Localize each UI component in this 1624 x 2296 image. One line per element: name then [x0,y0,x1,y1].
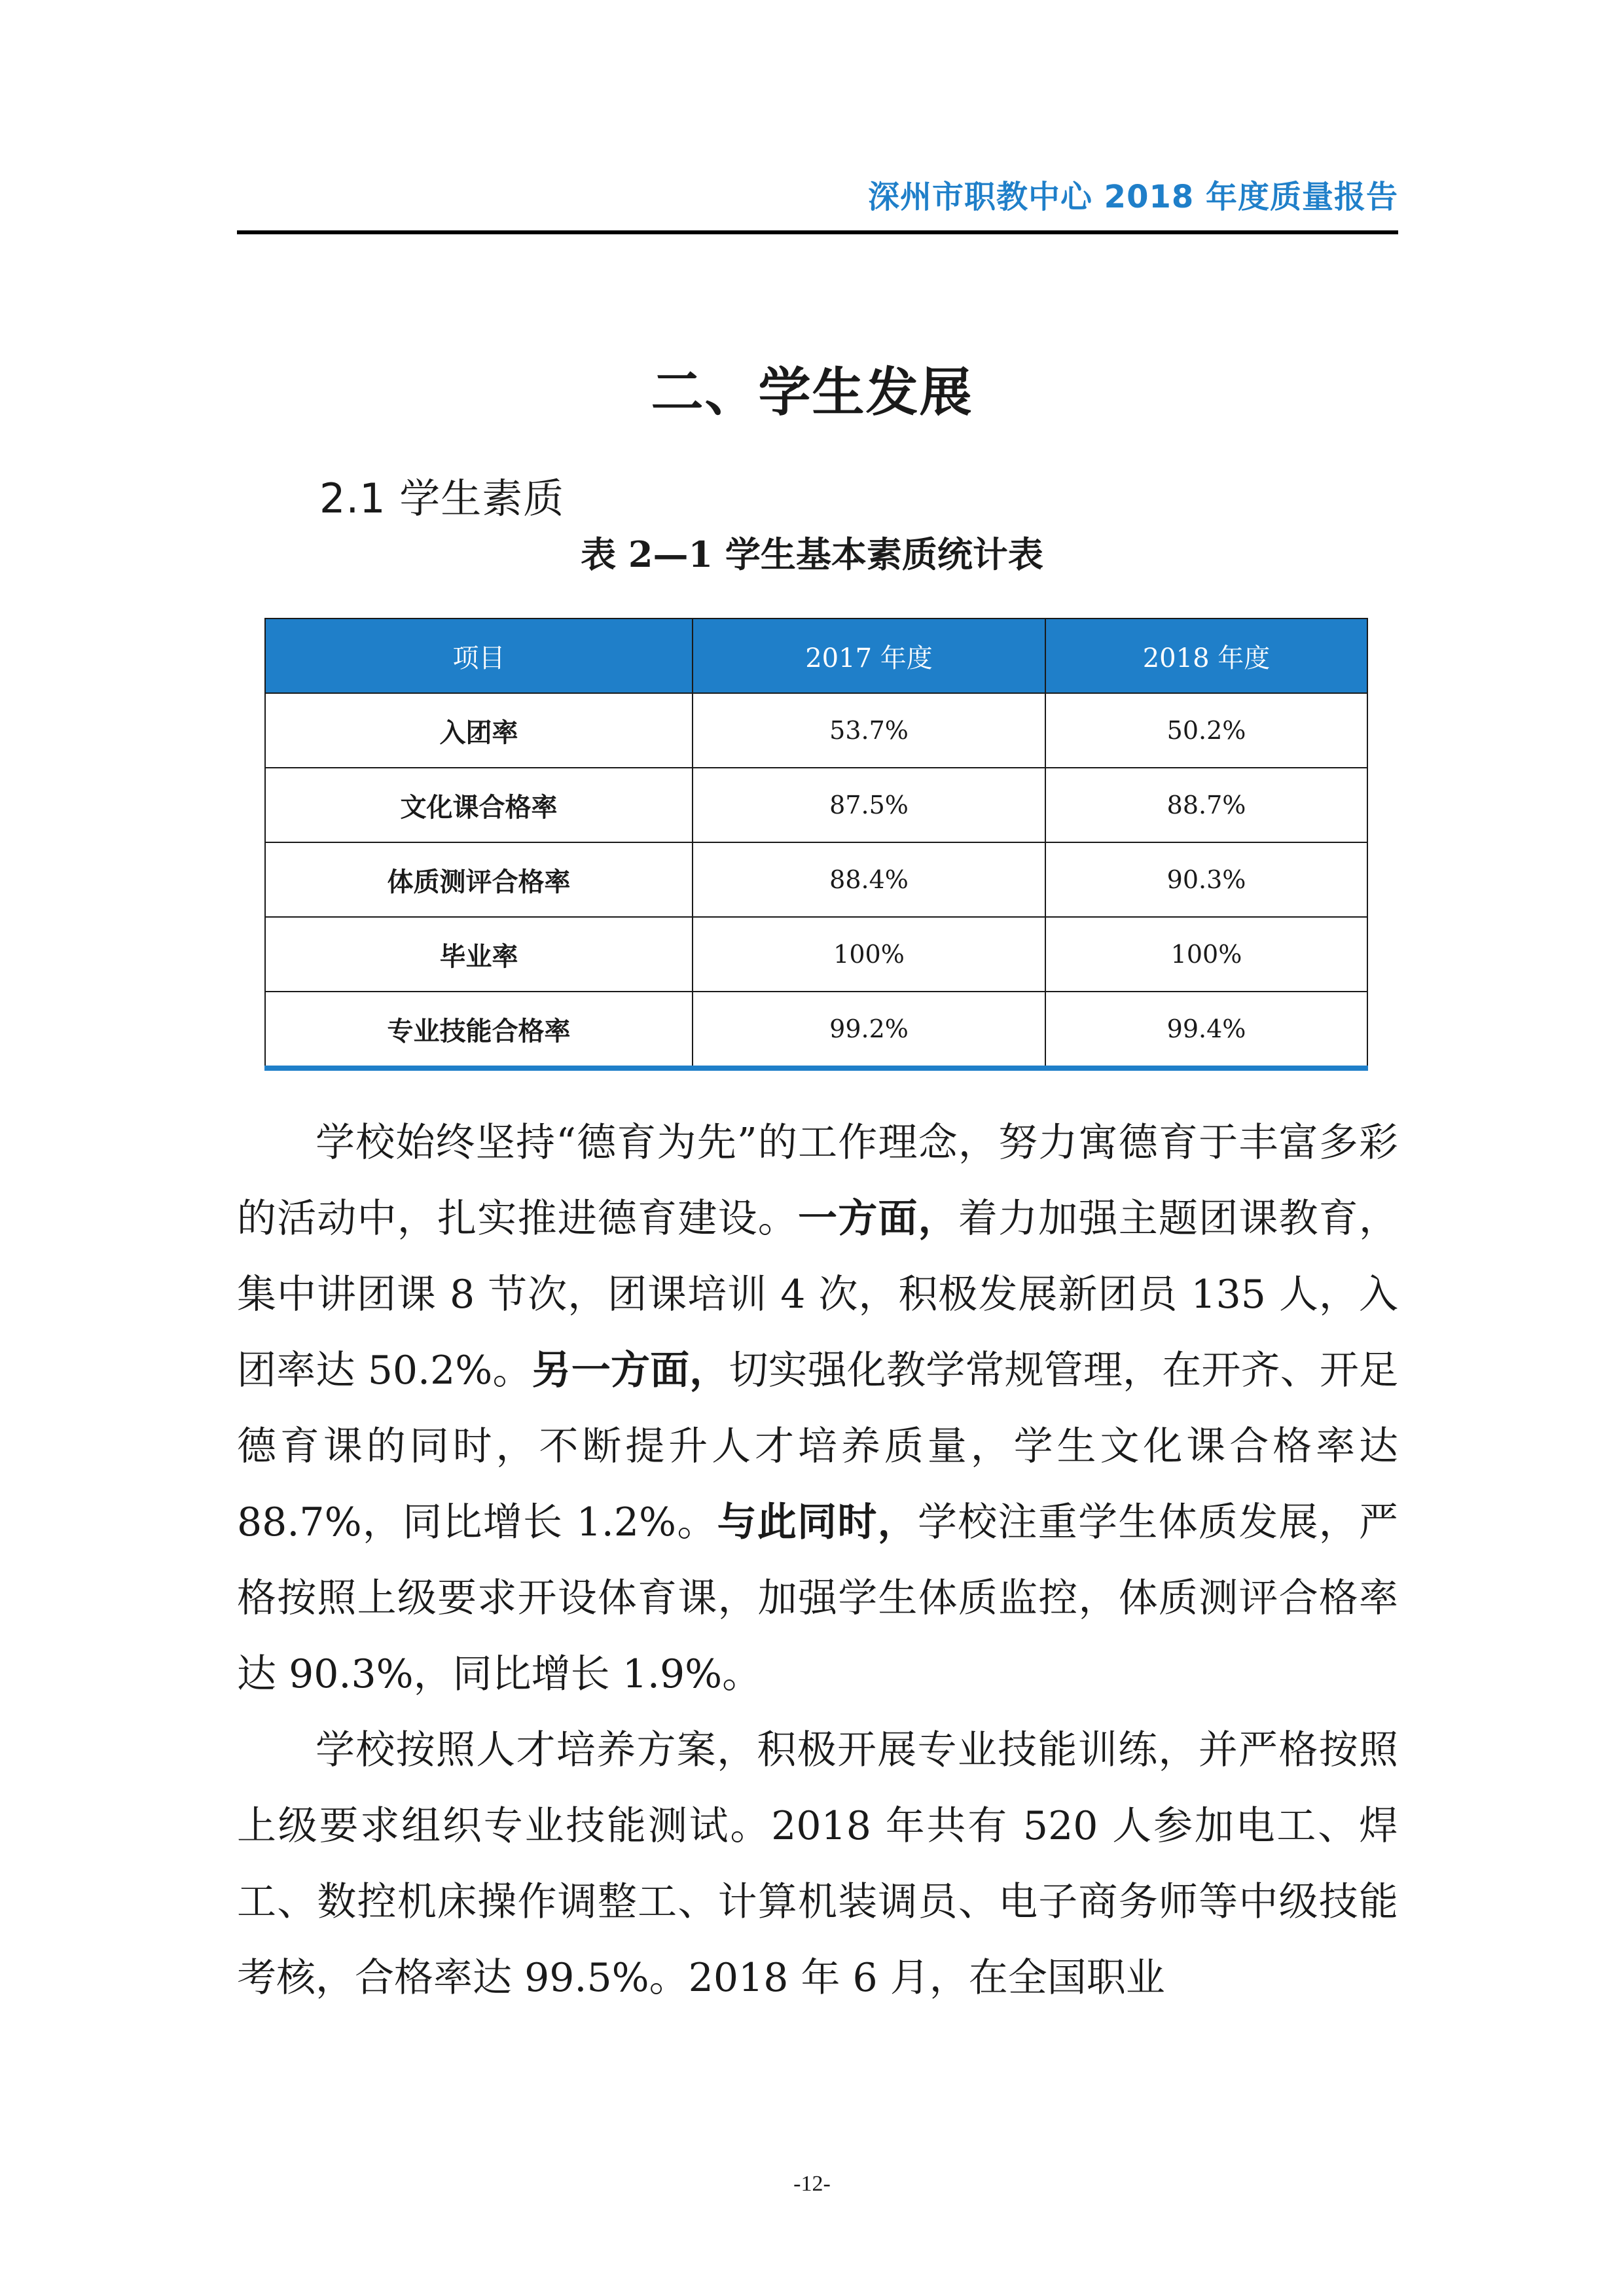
page-number: -12- [793,2172,831,2196]
paragraph-moral-education [237,1105,1398,1712]
table-row [265,917,1367,992]
cell-2018: 50.2% [1045,693,1367,768]
paragraph-text: 学校注重学生体质发展，严格按照上级要求开设体育课，加强学生体质监控，体质测评合格率达 90.3%，同比增长 1.9%。 [237,1499,1399,1697]
student-quality-table [264,618,1368,1071]
section-title: 2.1 学生素质 [319,475,565,522]
paragraph-text: 着力加强主题团课教育，集中讲团课 8 节次，团课培训 4 次，积极发展新团员 135 人，入团率达 50.2%。 [237,1196,1399,1393]
paragraph-text: 学校始终坚持“德育为先”的工作理念，努力寓德育于丰富多彩的活动中，扎实推进德育建设。 [237,1120,1398,1242]
row-label: 毕业率 [265,917,693,992]
header-title: 深州市职教中心 2018 年度质量报告 [867,179,1398,215]
row-label: 专业技能合格率 [265,992,693,1068]
cell-2018: 99.4% [1045,992,1367,1068]
cell-2018: 88.7% [1045,768,1367,842]
column-header-2017: 2017 年度 [693,619,1045,693]
paragraph-skills-training: 学校按照人才培养方案，积极开展专业技能训练，并严格按照上级要求组织专业技能测试。2018 年共有 520 人参加电工、焊工、数控机床操作调整工、计算机装调员、电子商务师等中级技能考核，合格率达 99.5%。2018 年 6 月，在全国职业 [237,1727,1398,2001]
emphasis-text: 一方面， [798,1196,958,1242]
table-row [265,768,1367,842]
table-header-row [265,619,1367,693]
table-row [265,693,1367,768]
cell-2018: 100% [1045,917,1367,992]
cell-2017: 53.7% [693,693,1045,768]
cell-2017: 87.5% [693,768,1045,842]
emphasis-text: 另一方面， [532,1348,729,1393]
body-text [237,1105,1398,2016]
row-label: 文化课合格率 [265,768,693,842]
cell-2018: 90.3% [1045,842,1367,917]
table-row [265,842,1367,917]
column-header-item: 项目 [265,619,693,693]
header-divider [237,230,1398,234]
table-row [265,992,1367,1068]
chapter-title: 二、学生发展 [651,362,973,423]
cell-2017: 88.4% [693,842,1045,917]
cell-2017: 99.2% [693,992,1045,1068]
cell-2017: 100% [693,917,1045,992]
row-label: 入团率 [265,693,693,768]
paragraph-text: 切实强化教学常规管理，在开齐、开足德育课的同时，不断提升人才培养质量，学生文化课合格率达 88.7%，同比增长 1.2%。 [237,1348,1399,1545]
column-header-2018: 2018 年度 [1045,619,1367,693]
emphasis-text: 与此同时， [717,1499,918,1545]
table-caption: 表 2—1 学生基本素质统计表 [581,533,1043,575]
row-label: 体质测评合格率 [265,842,693,917]
